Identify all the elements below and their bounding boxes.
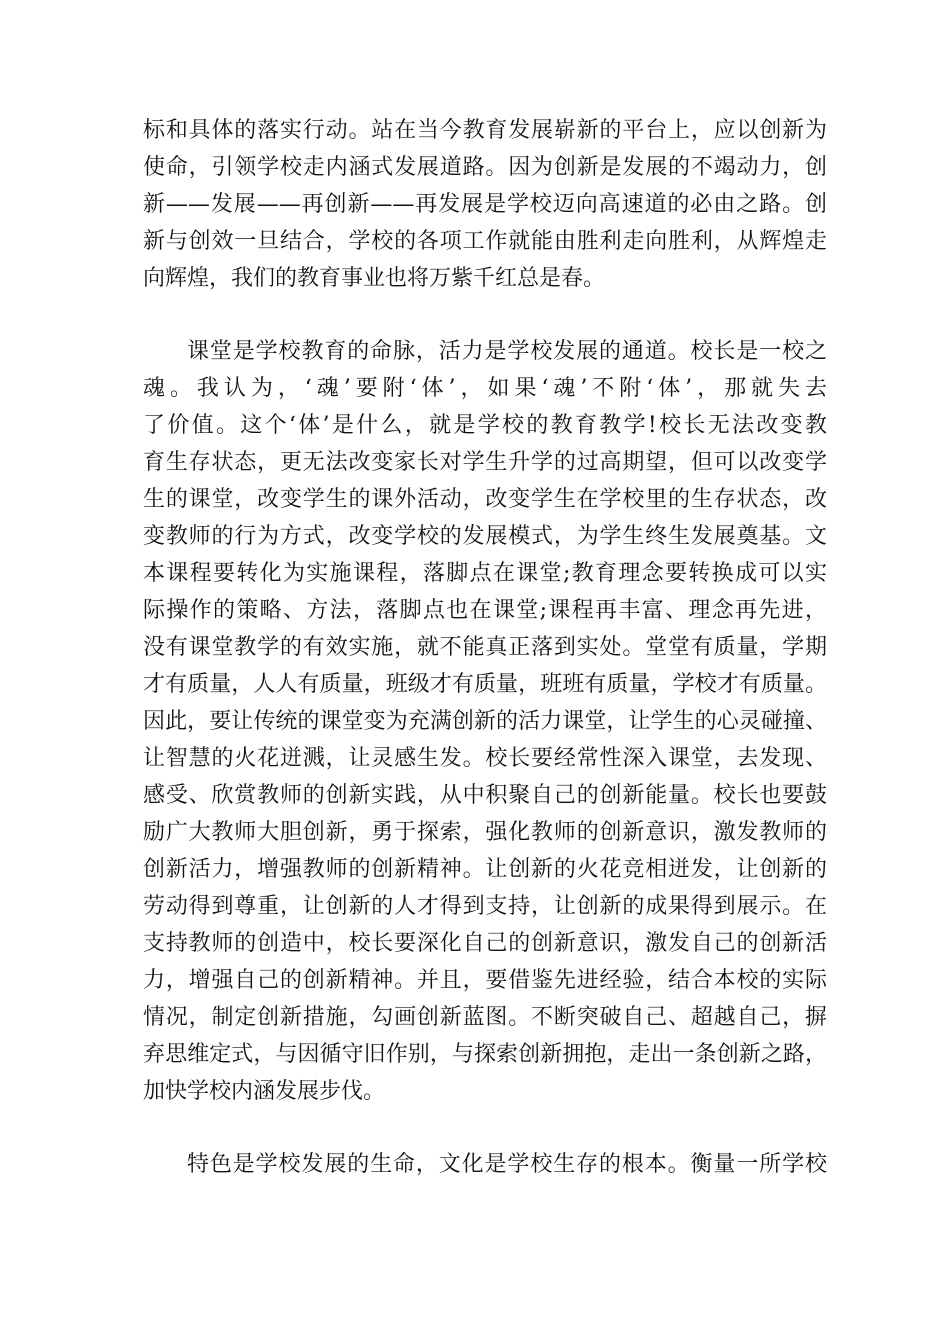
text-line: 没有课堂教学的有效实施，就不能真正落到实处。堂堂有质量，学期 <box>143 635 827 660</box>
text-line: 创新活力，增强教师的创新精神。让创新的火花竞相迸发，让创新的 <box>143 857 827 882</box>
text-line: 因此，要让传统的课堂变为充满创新的活力课堂，让学生的心灵碰撞、 <box>143 709 827 734</box>
paragraph-1 <box>143 112 827 297</box>
text-line: 标和具体的落实行动。站在当今教育发展崭新的平台上，应以创新为 <box>143 118 827 143</box>
text-line: 情况，制定创新措施，勾画创新蓝图。不断突破自己、超越自己，摒 <box>143 1005 827 1030</box>
document-body <box>143 112 827 1219</box>
text-line: 本课程要转化为实施课程，落脚点在课堂;教育理念要转换成可以实 <box>143 561 827 586</box>
text-line: 育生存状态，更无法改变家长对学生升学的过高期望，但可以改变学 <box>143 450 827 475</box>
text-line: 才有质量，人人有质量，班级才有质量，班班有质量，学校才有质量。 <box>143 672 827 697</box>
text-line: 劳动得到尊重，让创新的人才得到支持，让创新的成果得到展示。在 <box>143 894 827 919</box>
text-line: 励广大教师大胆创新，勇于探索，强化教师的创新意识，激发教师的 <box>143 820 827 845</box>
text-line: 了价值。这个‘体’是什么，就是学校的教育教学!校长无法改变教 <box>143 413 827 438</box>
text-line: 使命，引领学校走内涵式发展道路。因为创新是发展的不竭动力，创 <box>143 155 827 180</box>
text-line: 加快学校内涵发展步伐。 <box>143 1079 386 1104</box>
text-line: 魂。我认为，‘魂’要附‘体’，如果‘魂’不附‘体’，那就失去 <box>143 376 827 401</box>
paragraph-3 <box>143 1146 827 1183</box>
text-line: 让智慧的火花迸溅，让灵感生发。校长要经常性深入课堂，去发现、 <box>143 746 827 771</box>
text-line: 弃思维定式，与因循守旧作别，与探索创新拥抱，走出一条创新之路， <box>143 1042 827 1067</box>
text-line: 生的课堂，改变学生的课外活动，改变学生在学校里的生存状态，改 <box>143 487 827 512</box>
text-line: 际操作的策略、方法，落脚点也在课堂;课程再丰富、理念再先进， <box>143 598 827 623</box>
text-line: 感受、欣赏教师的创新实践，从中积聚自己的创新能量。校长也要鼓 <box>143 783 827 808</box>
paragraph-2 <box>143 333 827 1110</box>
text-line: 特色是学校发展的生命，文化是学校生存的根本。衡量一所学校 <box>187 1152 827 1177</box>
text-line: 支持教师的创造中，校长要深化自己的创新意识，激发自己的创新活 <box>143 931 827 956</box>
text-line: 力，增强自己的创新精神。并且，要借鉴先进经验，结合本校的实际 <box>143 968 827 993</box>
text-line: 新与创效一旦结合，学校的各项工作就能由胜利走向胜利，从辉煌走 <box>143 229 827 254</box>
text-line: 课堂是学校教育的命脉，活力是学校发展的通道。校长是一校之 <box>187 339 827 364</box>
text-line: 向辉煌，我们的教育事业也将万紫千红总是春。 <box>143 266 606 291</box>
text-line: 新——发展——再创新——再发展是学校迈向高速道的必由之路。创 <box>143 192 827 217</box>
text-line: 变教师的行为方式，改变学校的发展模式，为学生终生发展奠基。文 <box>143 524 827 549</box>
